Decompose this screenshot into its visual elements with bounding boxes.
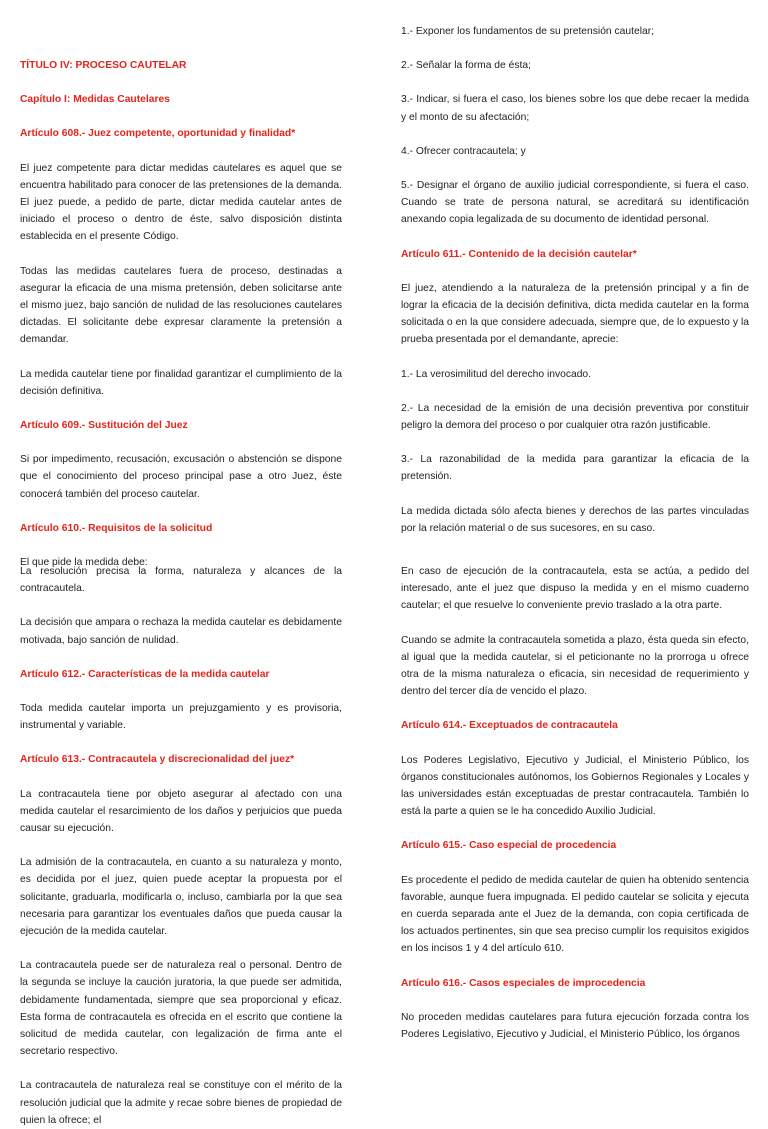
article-610-paragraph-1: El que pide la medida debe: [20,557,148,569]
article-610-item-4: 4.- Ofrecer contracautela; y [401,145,526,157]
article-611-paragraph-1: El juez, atendiendo a la naturaleza de la pretensión principal y a fin de lograr la eficacia de la decisión definitiva, dicta medida cautelar en la forma solicitada o en la que considere adecuada, siempre que, de lo expuesto y la prueba presentada por el demandante, aprecie: [401,282,749,346]
article-616-paragraph-1: No proceden medidas cautelares para futura ejecución forzada contra los Poderes Legislativo, Ejecutivo y Judicial, el Ministerio Público, los órganos [401,1011,749,1041]
article-611-item-3: 3.- La razonabilidad de la medida para garantizar la eficacia de la pretensión. [401,454,749,483]
page1-right-column [401,23,749,537]
article-611-paragraph-2: La medida dictada sólo afecta bienes y derechos de las partes vinculadas por la relación material o de sus sucesores, en su caso. [401,505,749,534]
article-616-heading: Artículo 616.- Casos especiales de improcedencia [401,977,646,989]
article-614-paragraph-1: Los Poderes Legislativo, Ejecutivo y Judicial, el Ministerio Público, los órganos constitucionales autónomos, los Gobiernos Regionales y Locales y las universidades están exceptuadas de prestar contracautela. También lo está la parte a quien se le ha concedido Auxilio Judicial. [401,754,749,818]
article-609-heading: Artículo 609.- Sustitución del Juez [20,420,188,432]
article-615-heading: Artículo 615.- Caso especial de procedencia [401,840,617,852]
article-608-paragraph-2: Todas las medidas cautelares fuera de proceso, destinadas a asegurar la eficacia de una misma pretensión, deben solicitarse ante el mismo juez, bajo sanción de nulidad de las resoluciones cautelares dictadas. El solicitante debe expresar claramente la pretensión a demandar. [20,265,342,346]
page1-left-column [20,40,342,571]
article-610-item-1: 1.- Exponer los fundamentos de su pretensión cautelar; [401,26,654,37]
page2-left-column [20,563,342,1129]
article-614-heading: Artículo 614.- Exceptuados de contracautela [401,720,618,732]
article-611-item-1: 1.- La verosimilitud del derecho invocado. [401,368,592,380]
article-613-paragraph-1: La contracautela tiene por objeto asegurar al afectado con una medida cautelar el resarcimiento de los daños y perjuicios que pueda causar su ejecución. [20,788,342,835]
ejecucion-contracautela-paragraph: En caso de ejecución de la contracautela, esta se actúa, a pedido del interesado, ante el juez que dispuso la medida y en el mismo cuaderno cautelar; el que resuelve lo conveniente previo traslado a la otra parte. [401,566,749,612]
article-610-heading: Artículo 610.- Requisitos de la solicitud [20,522,213,534]
article-611-heading: Artículo 611.- Contenido de la decisión cautelar* [401,248,637,260]
article-609-paragraph-1: Si por impedimento, recusación, excusación o abstención se dispone que el conocimiento del proceso principal pase a otro Juez, éste conocerá también del proceso cautelar. [20,454,342,500]
article-608-paragraph-1: El juez competente para dictar medidas cautelares es aquel que se encuentra habilitado para conocer de las pretensiones de la demanda. El juez puede, a pedido de parte, dictar medida cautelar antes de iniciado el proceso o dentro de éste, salvo disposición distinta establecida en el presente Código. [20,162,342,243]
title-heading: TÍTULO IV: PROCESO CAUTELAR [20,60,187,71]
article-608-paragraph-3: La medida cautelar tiene por finalidad garantizar el cumplimiento de la decisión definitiva. [20,368,342,397]
article-610-item-2: 2.- Señalar la forma de ésta; [401,60,531,72]
contracautela-paragraph: La resolución precisa la forma, naturaleza y alcances de la contracautela. [20,566,342,595]
chapter-heading: Capítulo I: Medidas Cautelares [20,94,170,106]
article-610-item-5: 5.- Designar el órgano de auxilio judicial correspondiente, si fuera el caso. Cuando se trate de persona natural, se acreditará su identificación anexando copia legalizada de su documento de identidad personal. [401,180,749,226]
article-610-item-3: 3.- Indicar, si fuera el caso, los bienes sobre los que debe recaer la medida y el monto de su afectación; [401,94,749,123]
article-613-heading: Artículo 613.- Contracautela y discrecionalidad del juez* [20,754,295,766]
article-612-heading: Artículo 612.- Características de la medida cautelar [20,668,270,680]
article-613-paragraph-4: La contracautela de naturaleza real se constituye con el mérito de la resolución judicial que la admite y recae sobre bienes de propiedad de quien la ofrece; el [20,1080,342,1126]
article-612-paragraph-1: Toda medida cautelar importa un prejuzgamiento y es provisoria, instrumental y variable. [20,703,342,732]
article-615-paragraph-1: Es procedente el pedido de medida cautelar de quien ha obtenido sentencia favorable, aunque fuera impugnada. El pedido cautelar se solicita y ejecuta en cuerda separada ante el Juez de la demanda, con copia certificada de los actuados pertinentes, sin que sea preciso cumplir los requisitos exigidos en los incisos 1 y 4 del artículo 610. [401,874,749,955]
decision-paragraph: La decisión que ampara o rechaza la medida cautelar es debidamente motivada, bajo sanción de nulidad. [20,617,342,646]
article-611-item-2: 2.- La necesidad de la emisión de una decisión preventiva por constituir peligro la demora del proceso o por cualquier otra razón justificable. [401,402,749,432]
article-613-paragraph-3: La contracautela puede ser de naturaleza real o personal. Dentro de la segunda se incluye la caución juratoria, la que puede ser admitida, debidamente fundamentada, siempre que sea proporcional y eficaz. Esta forma de contracautela es ofrecida en el escrito que contiene la solicitud de medida cautelar, con legalización de firma ante el secretario respectivo. [20,960,342,1058]
article-613-paragraph-2: La admisión de la contracautela, en cuanto a su naturaleza y monto, es decidida por el juez, quien puede aceptar la propuesta por el solicitante, graduarla, modificarla o, incluso, cambiarla por la que sea necesaria para garantizar los eventuales daños que pueda causar la ejecución de la medida cautelar. [20,857,342,938]
page2-right-column [401,563,749,1043]
contracautela-plazo-paragraph: Cuando se admite la contracautela sometida a plazo, ésta queda sin efecto, al igual que la medida cautelar, si el peticionante no la prorroga u ofrece otra de la misma naturaleza o eficacia, sin necesidad de requerimiento y dentro del tercer día de vencido el plazo. [401,634,749,698]
article-608-heading: Artículo 608.- Juez competente, oportunidad y finalidad* [20,128,296,140]
